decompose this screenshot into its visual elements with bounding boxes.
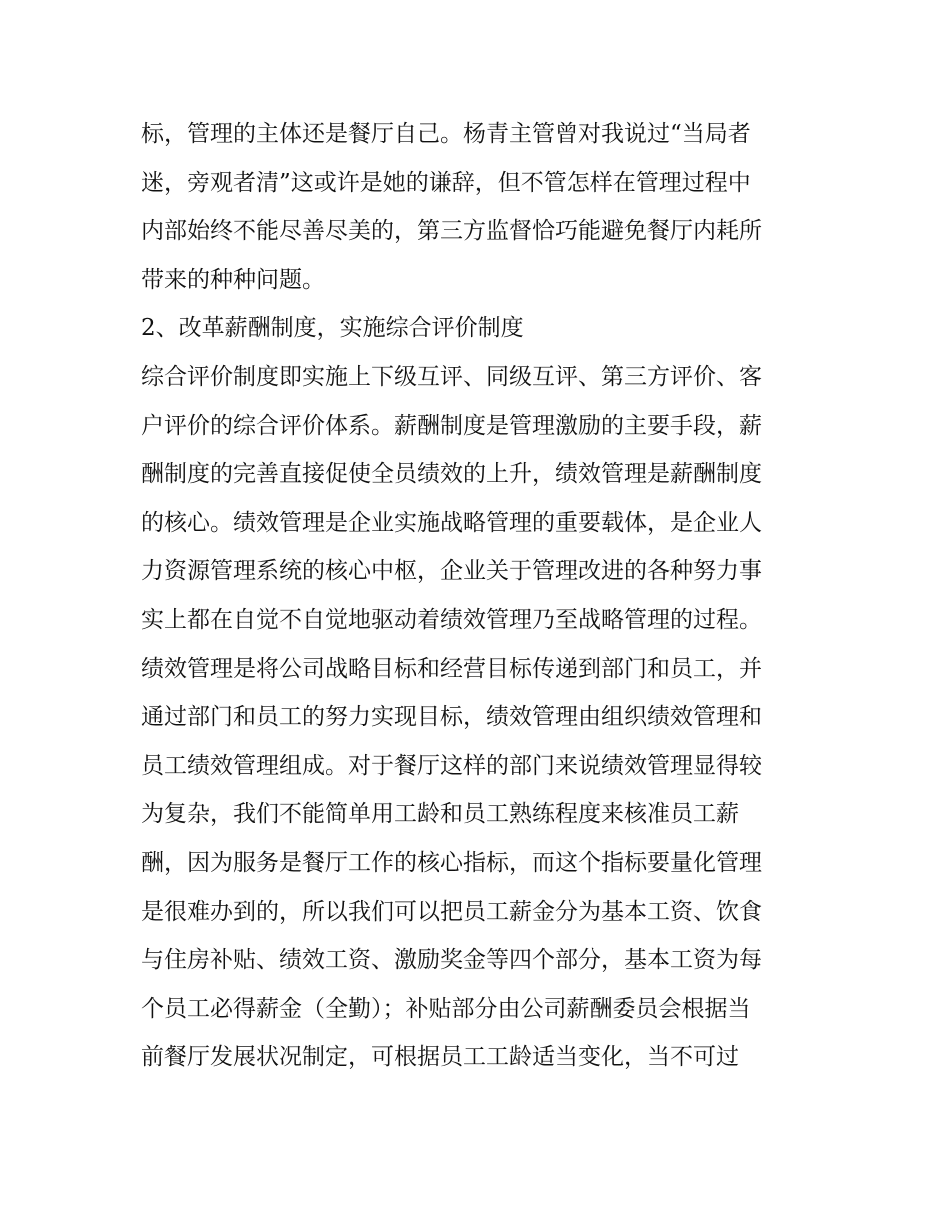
text-line: 力资源管理系统的核心中枢，企业关于管理改进的各种努力事 [141, 558, 762, 585]
text-line: 员工绩效管理组成。对于餐厅这样的部门来说绩效管理显得较 [141, 752, 762, 779]
text-line: 标，管理的主体还是餐厅自己。杨青主管曾对我说过“当局者 [141, 121, 751, 147]
text-line: 与住房补贴、绩效工资、激励奖金等四个部分，基本工资为每 [141, 947, 762, 974]
text-line: 内部始终不能尽善尽美的，第三方监督恰巧能避免餐厅内耗所 [141, 218, 762, 245]
text-line: 酬，因为服务是餐厅工作的核心指标，而这个指标要量化管理 [141, 849, 762, 876]
text-line: 通过部门和员工的努力实现目标，绩效管理由组织绩效管理和 [141, 704, 762, 731]
text-line: 为复杂，我们不能简单用工龄和员工熟练程度来核准员工薪 [141, 801, 739, 828]
text-line: 综合评价制度即实施上下级互评、同级互评、第三方评价、客 [141, 363, 762, 390]
text-line: 酬制度的完善直接促使全员绩效的上升，绩效管理是薪酬制度 [141, 461, 762, 488]
text-line: 迷，旁观者清”这或许是她的谦辞，但不管怎样在管理过程中 [141, 169, 751, 196]
text-line: 个员工必得薪金（全勤）；补贴部分由公司薪酬委员会根据当 [141, 995, 751, 1022]
text-line: 的核心。绩效管理是企业实施战略管理的重要载体，是企业人 [141, 509, 762, 536]
text-line: 前餐厅发展状况制定，可根据员工工龄适当变化，当不可过 [141, 1044, 739, 1071]
section-heading: 2、改革薪酬制度，实施综合评价制度 [141, 315, 524, 342]
body-text [141, 110, 821, 1082]
text-line: 是很难办到的，所以我们可以把员工薪金分为基本工资、饮食 [141, 898, 762, 925]
text-line: 户评价的综合评价体系。薪酬制度是管理激励的主要手段，薪 [141, 412, 762, 439]
text-line: 实上都在自觉不自觉地驱动着绩效管理乃至战略管理的过程。 [141, 606, 762, 633]
text-line: 绩效管理是将公司战略目标和经营目标传递到部门和员工，并 [141, 655, 762, 682]
text-line: 带来的种种问题。 [141, 266, 325, 293]
